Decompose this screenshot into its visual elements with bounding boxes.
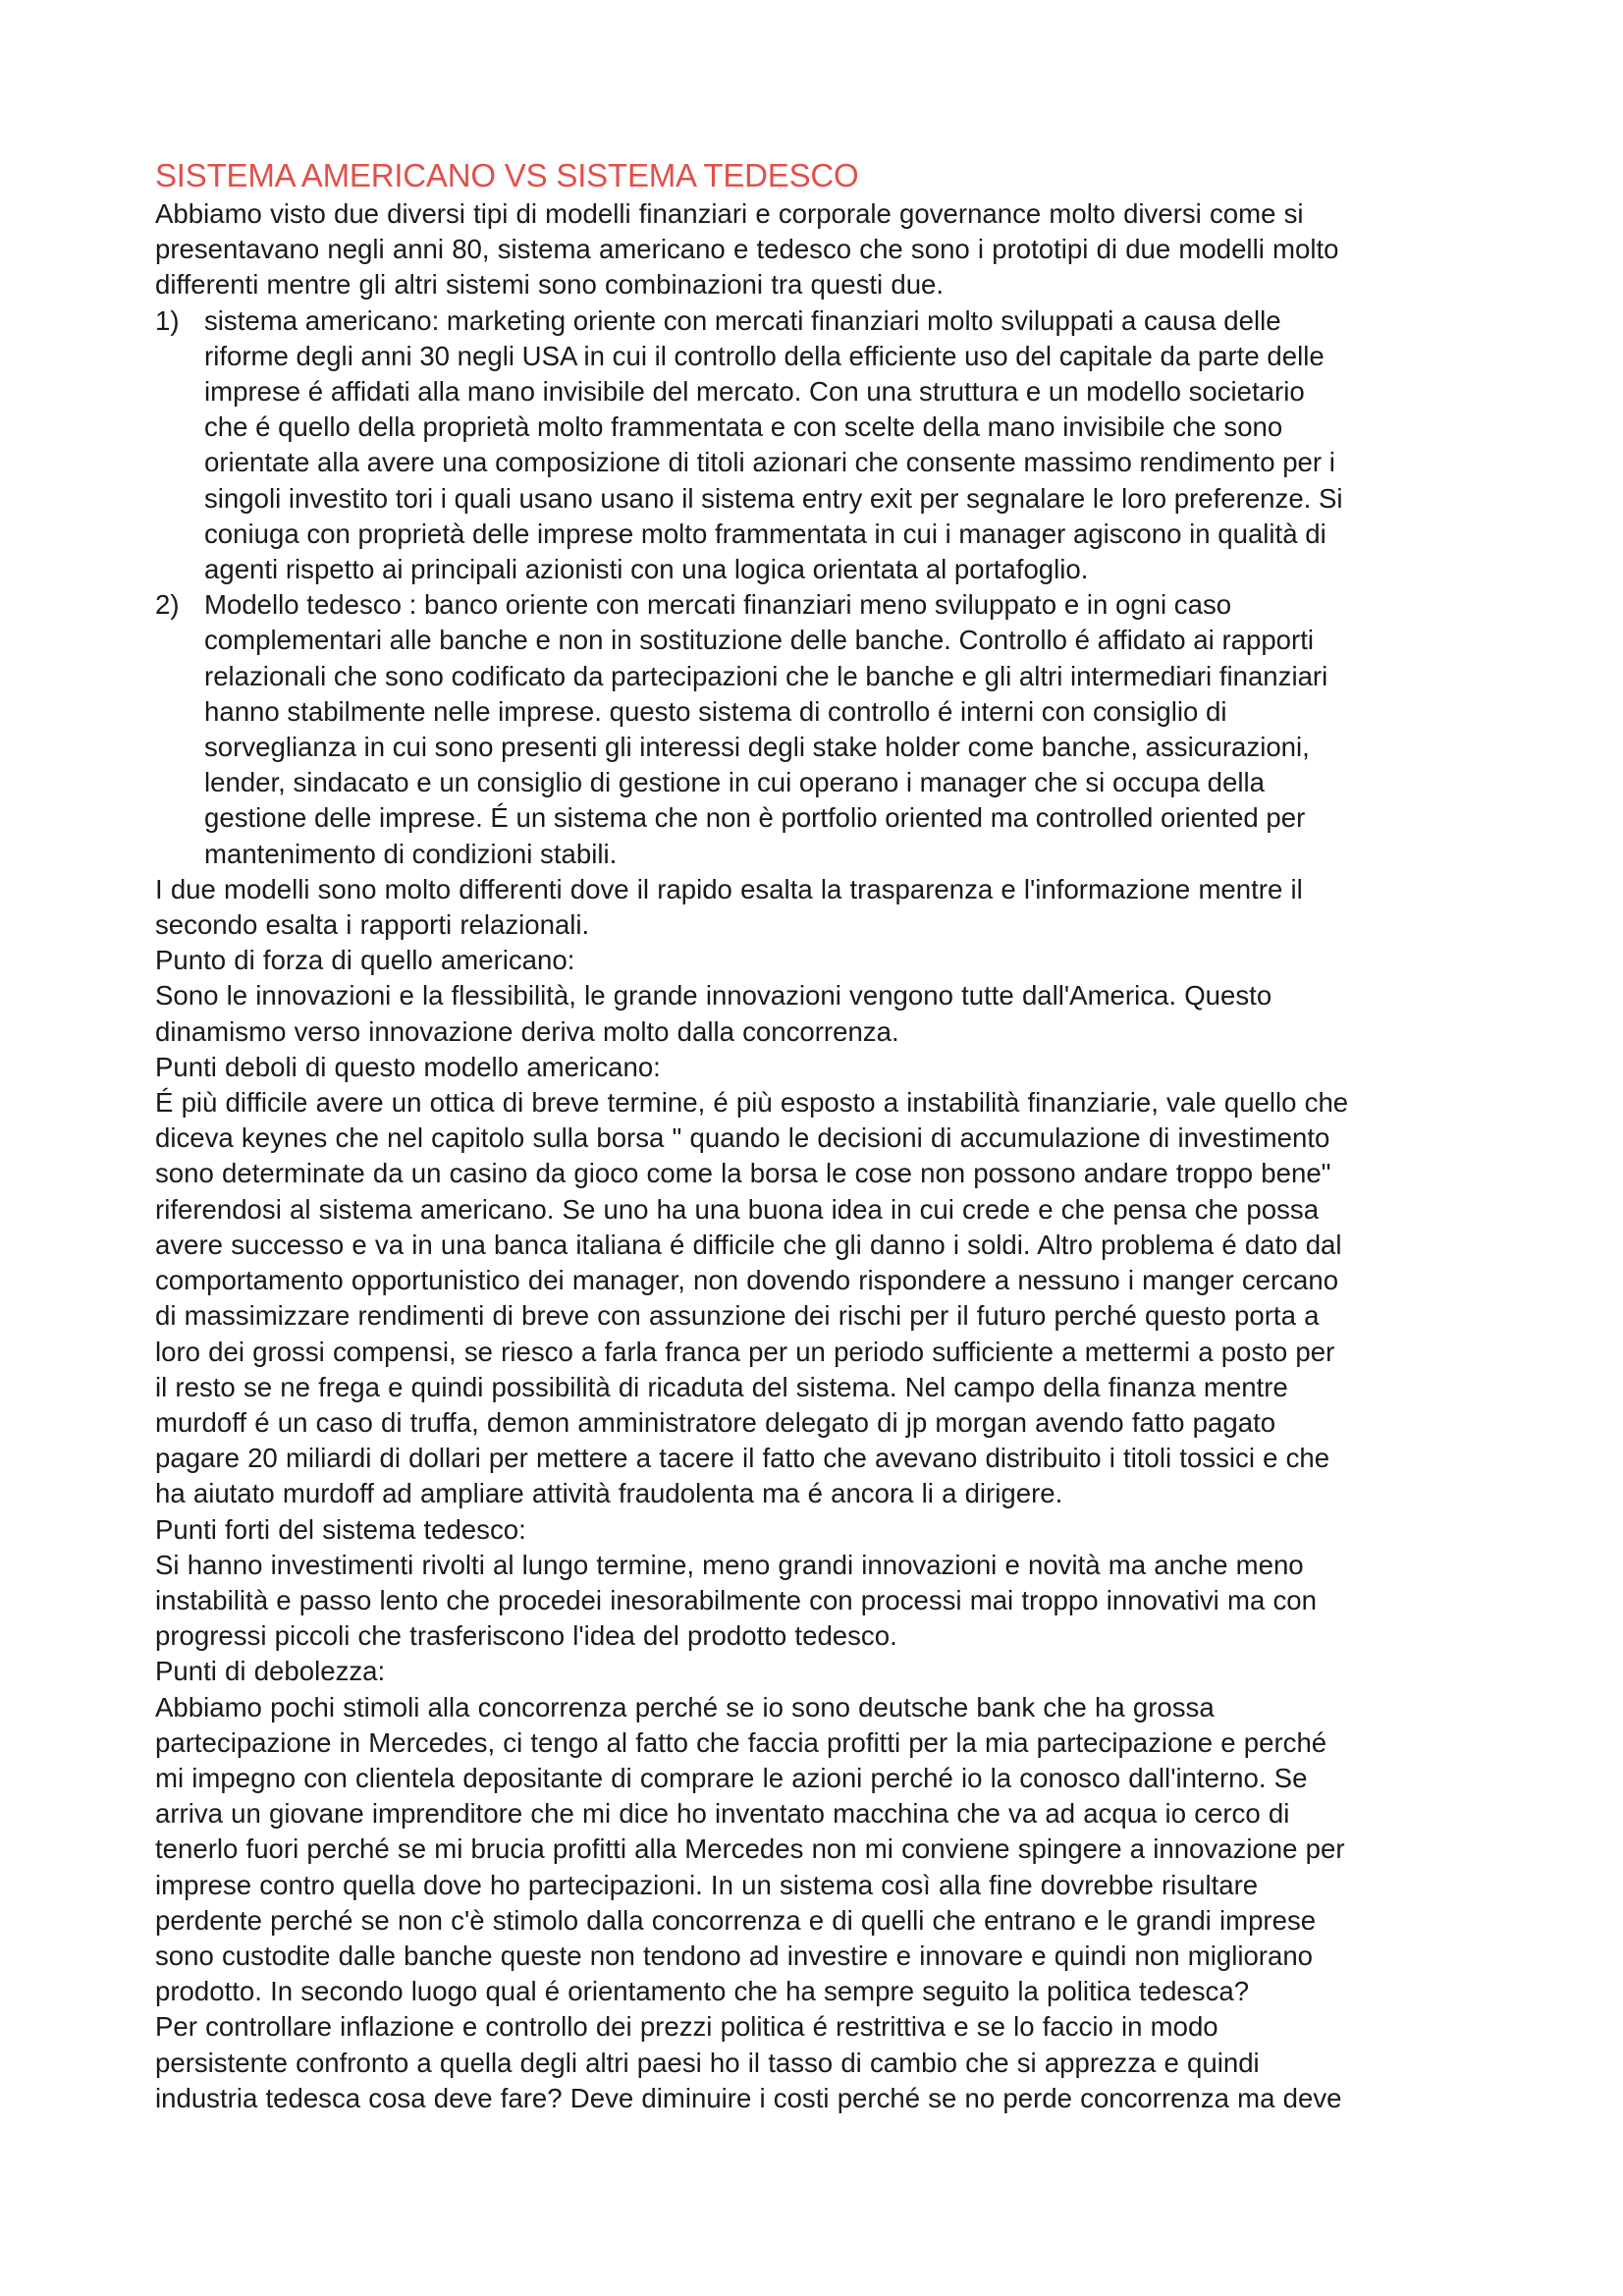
- text-line: Abbiamo pochi stimoli alla concorrenza perché se io sono deutsche bank che ha grossa: [155, 1691, 1215, 1722]
- text-line: sono custodite dalle banche queste non tendono ad investire e innovare e quindi non migliorano: [155, 1940, 1314, 1971]
- text-line: hanno stabilmente nelle imprese. questo sistema di controllo é interni con consiglio di: [204, 695, 1227, 727]
- text-line: prodotto. In secondo luogo qual é orientamento che ha sempre seguito la politica tedesca?: [155, 1976, 1250, 2007]
- section-heading: Punti di debolezza:: [155, 1656, 386, 1687]
- text-line: Sono le innovazioni e la flessibilità, le grande innovazioni vengono tutte dall'America. Questo: [155, 980, 1272, 1011]
- text-line: presentavano negli anni 80, sistema americano e tedesco che sono i prototipi di due modelli molto: [155, 234, 1339, 265]
- text-line: agenti rispetto ai principali azionisti con una logica orientata al portafoglio.: [204, 554, 1089, 585]
- text-line: riferendosi al sistema americano. Se uno ha una buona idea in cui crede e che pensa che possa: [155, 1193, 1320, 1225]
- text-line: secondo esalta i rapporti relazionali.: [155, 909, 590, 941]
- section-heading: Punti deboli di questo modello americano:: [155, 1051, 661, 1082]
- text-line: gestione delle imprese. É un sistema che non è portfolio oriented ma controlled oriented per: [204, 802, 1306, 834]
- text-line: comportamento opportunistico dei manager, non dovendo rispondere a nessuno i manger cercano: [155, 1265, 1339, 1296]
- text-line: Per controllare inflazione e controllo dei prezzi politica é restrittiva e se lo faccio in modo: [155, 2011, 1218, 2043]
- section-heading: Punto di forza di quello americano:: [155, 945, 575, 976]
- text-line: persistente confronto a quella degli altri paesi ho il tasso di cambio che si apprezza e quindi: [155, 2047, 1260, 2078]
- text-line: dinamismo verso innovazione deriva molto dalla concorrenza.: [155, 1015, 899, 1047]
- text-line: imprese contro quella dove ho partecipazioni. In un sistema così alla fine dovrebbe risultare: [155, 1869, 1259, 1900]
- text-line: riforme degli anni 30 negli USA in cui il controllo della efficiente uso del capitale da parte delle: [204, 340, 1325, 371]
- text-line: relazionali che sono codificato da partecipazioni che le banche e gli altri intermediari finanziari: [204, 660, 1328, 691]
- text-line: avere successo e va in una banca italiana é difficile che gli danno i soldi. Altro problema é dato dal: [155, 1229, 1342, 1260]
- text-line: sistema americano: marketing oriente con mercati finanziari molto sviluppati a causa delle: [204, 304, 1281, 336]
- text-line: che é quello della proprietà molto frammentata e con scelte della mano invisibile che sono: [204, 411, 1283, 443]
- text-line: murdoff é un caso di truffa, demon amministratore delegato di jp morgan avendo fatto pagato: [155, 1406, 1276, 1438]
- list-marker: 2): [155, 589, 180, 621]
- text-line: singoli investito tori i quali usano usano il sistema entry exit per segnalare le loro preferenze. Si: [204, 482, 1343, 514]
- text-line: Abbiamo visto due diversi tipi di modelli finanziari e corporale governance molto diversi come si: [155, 198, 1304, 229]
- text-line: É più difficile avere un ottica di breve termine, é più esposto a instabilità finanziarie, vale quello che: [155, 1087, 1349, 1119]
- text-line: ha aiutato murdoff ad ampliare attività fraudolenta ma é ancora li a dirigere.: [155, 1478, 1063, 1509]
- list-marker: 1): [155, 304, 180, 336]
- numbered-list: [155, 303, 1490, 872]
- text-line: differenti mentre gli altri sistemi sono combinazioni tra questi due.: [155, 269, 945, 301]
- text-line: pagare 20 miliardi di dollari per mettere a tacere il fatto che avevano distribuito i titoli tossici e che: [155, 1443, 1330, 1474]
- text-line: loro dei grossi compensi, se riesco a farla franca per un periodo sufficiente a mettermi a posto per: [155, 1336, 1335, 1367]
- text-line: di massimizzare rendimenti di breve con assunzione dei rischi per il futuro perché questo porta a: [155, 1300, 1320, 1332]
- text-line: diceva keynes che nel capitolo sulla borsa " quando le decisioni di accumulazione di investimento: [155, 1122, 1330, 1154]
- text-line: imprese é affidati alla mano invisibile del mercato. Con una struttura e un modello societario: [204, 376, 1305, 408]
- text-line: lender, sindacato e un consiglio di gestione in cui operano i manager che si occupa della: [204, 767, 1265, 798]
- text-line: mantenimento di condizioni stabili.: [204, 838, 618, 869]
- text-line: complementari alle banche e non in sostituzione delle banche. Controllo é affidato ai rapporti: [204, 625, 1315, 656]
- text-line: sono determinate da un casino da gioco come la borsa le cose non possono andare troppo bene": [155, 1158, 1331, 1189]
- text-line: arriva un giovane imprenditore che mi dice ho inventato macchina che va ad acqua io cerco di: [155, 1798, 1290, 1830]
- list-item: [155, 587, 1490, 872]
- text-line: coniuga con proprietà delle imprese molto frammentata in cui i manager agiscono in qualità di: [204, 518, 1326, 549]
- section-heading: Punti forti del sistema tedesco:: [155, 1513, 526, 1545]
- text-line: industria tedesca cosa deve fare? Deve diminuire i costi perché se no perde concorrenza ma deve: [155, 2082, 1342, 2113]
- document-title: SISTEMA AMERICANO VS SISTEMA TEDESCO: [155, 157, 859, 193]
- intro-paragraph: [155, 196, 1490, 303]
- body-text: [155, 872, 1490, 2116]
- text-line: perdente perché se non c'è stimolo dalla concorrenza e di quelli che entrano e le grandi imprese: [155, 1904, 1317, 1936]
- text-line: progressi piccoli che trasferiscono l'idea del prodotto tedesco.: [155, 1620, 897, 1652]
- text-line: sorveglianza in cui sono presenti gli interessi degli stake holder come banche, assicurazioni,: [204, 732, 1310, 763]
- document-page: [155, 157, 1490, 2116]
- text-line: Si hanno investimenti rivolti al lungo termine, meno grandi innovazioni e novità ma anche meno: [155, 1549, 1304, 1580]
- text-line: partecipazione in Mercedes, ci tengo al fatto che faccia profitti per la mia partecipazione e perché: [155, 1726, 1327, 1758]
- text-line: mi impegno con clientela depositante di comprare le azioni perché io la conosco dall'interno. Se: [155, 1762, 1308, 1793]
- list-item: [155, 303, 1490, 588]
- text-line: Modello tedesco : banco oriente con mercati finanziari meno sviluppato e in ogni caso: [204, 589, 1232, 621]
- text-line: instabilità e passo lento che procedei inesorabilmente con processi mai troppo innovativi ma con: [155, 1584, 1317, 1615]
- text-line: orientate alla avere una composizione di titoli azionari che consente massimo rendimento per i: [204, 447, 1335, 478]
- text-line: il resto se ne frega e quindi possibilità di ricaduta del sistema. Nel campo della finanza mentre: [155, 1371, 1288, 1402]
- text-line: I due modelli sono molto differenti dove il rapido esalta la trasparenza e l'informazione mentre il: [155, 873, 1303, 904]
- text-line: tenerlo fuori perché se mi brucia profitti alla Mercedes non mi conviene spingere a innovazione per: [155, 1833, 1345, 1865]
